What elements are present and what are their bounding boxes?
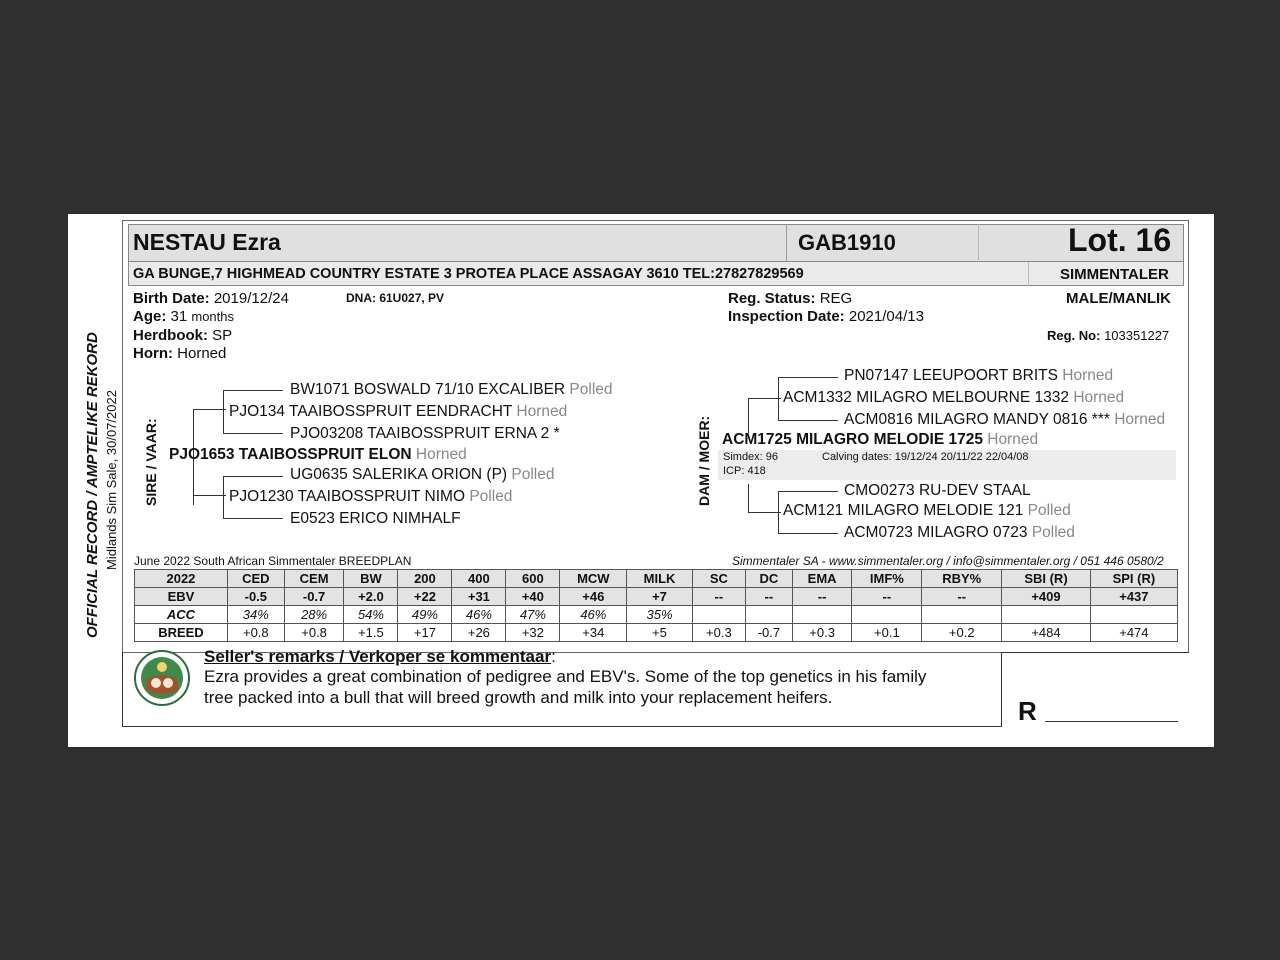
ebv-cell: +34 [560,624,627,642]
breedplan-caption: June 2022 South African Simmentaler BREEDPLAN [134,554,412,568]
dam-simdex: Simdex: 96 [723,451,779,463]
ebv-cell: +1.5 [344,624,398,642]
lot-card [68,214,1214,747]
ebv-cell: +0.3 [792,624,852,642]
ebv-cell: 2022 [135,570,228,588]
price-label: R [1018,696,1037,726]
animal-code: GAB1910 [798,230,896,255]
official-record-label: OFFICIAL RECORD / AMPTELIKE REKORD [84,332,101,638]
ebv-cell: DC [746,570,793,588]
ebv-cell [1090,606,1177,624]
ebv-cell: CED [227,570,284,588]
ebv-cell: EBV [135,588,228,606]
ebv-cell: MCW [560,570,627,588]
ebv-cell: +22 [398,588,452,606]
sire-dam-sire: UG0635 SALERIKA ORION (P) Polled [290,466,555,483]
ebv-cell: +0.2 [922,624,1002,642]
ebv-cell: 35% [627,606,692,624]
sire-dam-dam: E0523 ERICO NIMHALF [290,510,461,527]
ebv-cell: RBY% [922,570,1002,588]
dam-dam-sire: CMO0273 RU-DEV STAAL [844,482,1031,499]
herdbook: Herdbook: SP [133,327,233,344]
ebv-cell: +5 [627,624,692,642]
ebv-cell [852,606,922,624]
animal-name: NESTAU Ezra [133,229,281,255]
ebv-cell: +0.1 [852,624,922,642]
ebv-table [134,569,1178,642]
ebv-header-row [135,570,1178,588]
ebv-cell: BREED [135,624,228,642]
dam-sire-dam: ACM0816 MILAGRO MANDY 0816 *** Horned [844,411,1166,428]
ebv-cell: +474 [1090,624,1177,642]
dam-label: DAM / MOER: [696,415,712,506]
ebv-cell: +26 [452,624,506,642]
birth-date: Birth Date: 2019/12/24 [133,290,289,307]
sale-label: Midlands Sim Sale, 30/07/2022 [104,390,119,570]
remarks-line-2: tree packed into a bull that will breed growth and milk into your replacement heifers. [204,688,833,707]
ebv-cell: +409 [1002,588,1091,606]
ebv-cell: +32 [506,624,560,642]
sire-label: SIRE / VAAR: [143,418,159,506]
ebv-cell: 54% [344,606,398,624]
ebv-cell: +46 [560,588,627,606]
sex: MALE/MANLIK [1066,290,1171,307]
ebv-cell: 46% [560,606,627,624]
ebv-cell: EMA [792,570,852,588]
dna: DNA: 61U027, PV [346,291,445,305]
inspection-date: Inspection Date: 2021/04/13 [728,308,924,325]
ebv-cell: 600 [506,570,560,588]
society-contact: Simmentaler SA - www.simmentaler.org / info@simmentaler.org / 051 446 0580/2 [732,554,1164,568]
reg-number: Reg. No: 103351227 [1047,328,1170,343]
price-line [1045,721,1178,722]
ebv-cell: -- [792,588,852,606]
ebv-cell [746,606,793,624]
breed-label: SIMMENTALER [1060,266,1169,283]
acc-row [135,606,1178,624]
ebv-cell: IMF% [852,570,922,588]
ebv-cell: SC [692,570,745,588]
sire-dam: PJO1230 TAAIBOSSPRUIT NIMO Polled [229,488,513,505]
ebv-cell: CEM [284,570,344,588]
ebv-cell: +40 [506,588,560,606]
ebv-cell: -0.7 [284,588,344,606]
ebv-cell: ACC [135,606,228,624]
dam-sire-sire: PN07147 LEEUPOORT BRITS Horned [844,367,1114,384]
remarks-title: Seller's remarks / Verkoper se kommentaar: [204,647,556,666]
remarks-line-1: Ezra provides a great combination of pedigree and EBV's. Some of the top genetics in his family [204,667,927,686]
sire-sire-sire: BW1071 BOSWALD 71/10 EXCALIBER Polled [290,381,613,398]
dam-dam-dam: ACM0723 MILAGRO 0723 Polled [844,524,1075,541]
ebv-cell: 46% [452,606,506,624]
ebv-cell: +0.8 [227,624,284,642]
ebv-cell: SPI (R) [1090,570,1177,588]
dam-name: ACM1725 MILAGRO MELODIE 1725 Horned [722,431,1039,448]
ebv-cell: -- [692,588,745,606]
simmentaler-logo [134,650,190,706]
ebv-cell: MILK [627,570,692,588]
ebv-cell: 49% [398,606,452,624]
ebv-cell: -0.7 [746,624,793,642]
seller-address: GA BUNGE,7 HIGHMEAD COUNTRY ESTATE 3 PROTEA PLACE ASSAGAY 3610 TEL:27827829569 [133,266,804,282]
dam-calving-dates: Calving dates: 19/12/24 20/11/22 22/04/08 [822,451,1029,463]
age: Age: 31 months [133,308,235,325]
ebv-cell: +17 [398,624,452,642]
ebv-cell: -- [746,588,793,606]
ebv-cell: 47% [506,606,560,624]
ebv-cell: +437 [1090,588,1177,606]
ebv-cell: -- [922,588,1002,606]
ebv-cell: 200 [398,570,452,588]
ebv-row [135,588,1178,606]
ebv-cell [792,606,852,624]
ebv-cell [1002,606,1091,624]
ebv-cell: +0.3 [692,624,745,642]
ebv-cell: 34% [227,606,284,624]
ebv-cell: +7 [627,588,692,606]
ebv-cell: +2.0 [344,588,398,606]
ebv-cell: 28% [284,606,344,624]
breed-row [135,624,1178,642]
dam-dam: ACM121 MILAGRO MELODIE 121 Polled [783,502,1071,519]
ebv-cell [692,606,745,624]
ebv-cell: +0.8 [284,624,344,642]
ebv-cell: +484 [1002,624,1091,642]
ebv-cell: -- [852,588,922,606]
ebv-cell: SBI (R) [1002,570,1091,588]
horn-status: Horn: Horned [133,345,227,362]
sire-sire-dam: PJO03208 TAAIBOSSPRUIT ERNA 2 * [290,425,560,442]
sire-name: PJO1653 TAAIBOSSPRUIT ELON Horned [169,446,467,463]
ebv-cell: BW [344,570,398,588]
ebv-cell: -0.5 [227,588,284,606]
lot-number: Lot. 16 [1068,222,1172,258]
ebv-cell: 400 [452,570,506,588]
sire-sire: PJO134 TAAIBOSSPRUIT EENDRACHT Horned [229,403,568,420]
ebv-cell: +31 [452,588,506,606]
dam-sire: ACM1332 MILAGRO MELBOURNE 1332 Horned [783,389,1125,406]
dam-icp: ICP: 418 [723,465,766,477]
ebv-cell [922,606,1002,624]
reg-status: Reg. Status: REG [728,290,853,307]
